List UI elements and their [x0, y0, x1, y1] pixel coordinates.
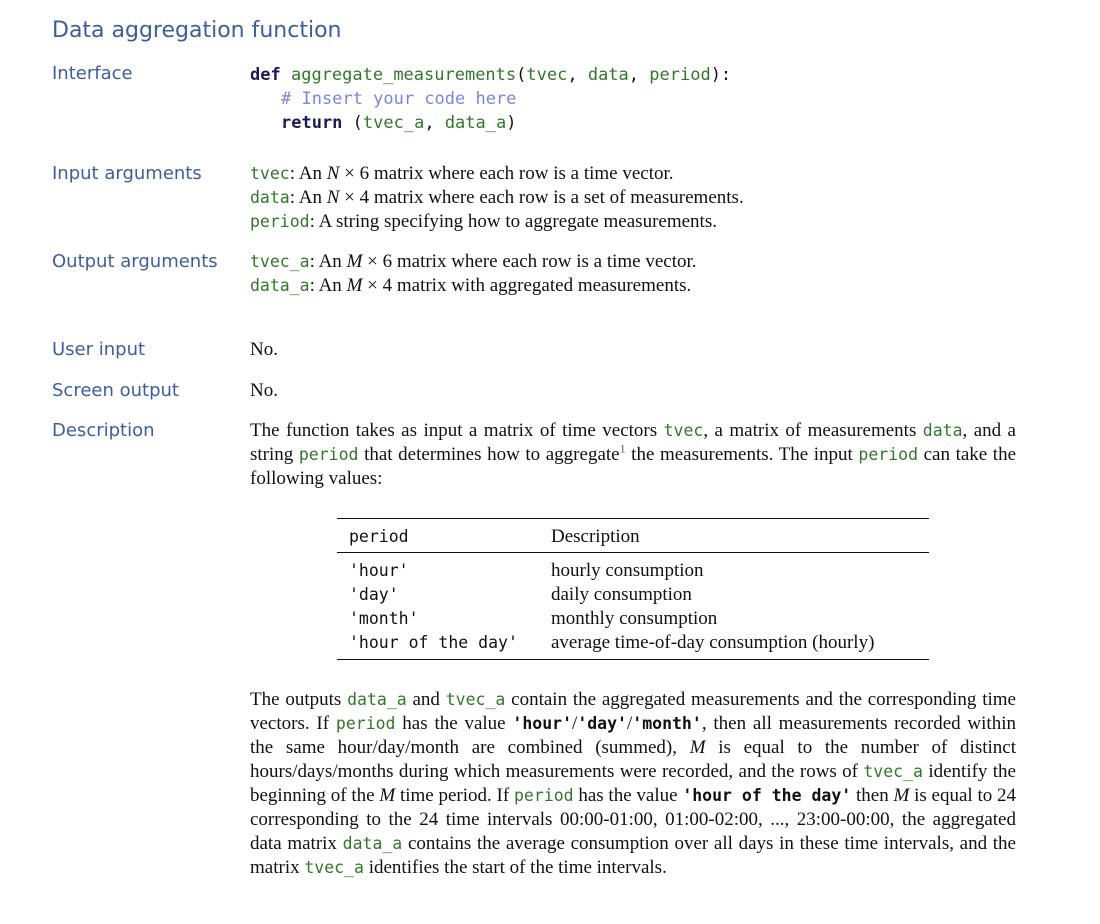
text: , a matrix of measurements — [703, 420, 923, 441]
cell-period: 'hour of the day' — [349, 633, 518, 652]
cell-description: daily consumption — [551, 584, 692, 605]
return-tvec-a: tvec_a — [362, 113, 425, 133]
cell-description: monthly consumption — [551, 608, 718, 629]
text: has the value — [573, 785, 683, 806]
text: contain the aggregated measurements and the corresponding time vectors. If — [250, 689, 1016, 734]
label-description: Description — [52, 420, 155, 441]
cell-description: hourly consumption — [551, 560, 704, 581]
math-var: M — [893, 785, 910, 806]
code-data-a: data_a — [342, 834, 403, 853]
code-tvec-a: tvec_a — [304, 858, 364, 877]
math-var: N — [326, 163, 340, 184]
text: and — [406, 689, 446, 710]
screen-output-value: No. — [250, 380, 278, 401]
label-user-input: User input — [52, 339, 146, 360]
table-row — [337, 583, 929, 607]
description-paragraph-1 — [250, 419, 1016, 491]
arg-desc: × 4 matrix where each row is a set of measurements. — [339, 187, 744, 208]
arg-desc: × 4 matrix with aggregated measurements. — [362, 275, 692, 296]
code-block — [250, 63, 1016, 135]
input-arguments — [250, 162, 1016, 234]
math-var: M — [379, 785, 396, 806]
return-data-a: data_a — [444, 113, 507, 133]
paren-open: ( — [516, 65, 527, 85]
ret-close: ) — [506, 113, 517, 133]
math-var: M — [346, 251, 363, 272]
value-hour: 'hour' — [512, 714, 573, 733]
section-title: Data aggregation function — [52, 18, 342, 43]
param-tvec: tvec — [526, 65, 568, 85]
cell-description: average time-of-day consumption (hourly) — [551, 632, 875, 653]
text: contains the average consumption over all days in these time intervals, and the matrix — [250, 833, 1016, 878]
cell-period: 'month' — [349, 609, 419, 628]
arg-desc: : A string specifying how to aggregate measurements. — [309, 211, 717, 232]
arg-pre: : An — [289, 163, 327, 184]
text: , and a string — [250, 420, 1016, 465]
label-output-arguments: Output arguments — [52, 251, 218, 272]
output-arg-tvec-a — [250, 250, 1016, 274]
code-comment: # Insert your code here — [281, 89, 517, 109]
text: / — [626, 713, 633, 734]
description-paragraph-2 — [250, 688, 1016, 880]
sep: , — [424, 113, 445, 133]
output-arguments — [250, 250, 1016, 298]
sep: , — [628, 65, 650, 85]
text: the measurements. The input — [625, 444, 859, 465]
label-screen-output: Screen output — [52, 380, 179, 401]
table-row — [337, 631, 929, 660]
table-row — [337, 607, 929, 631]
footnote-marker[interactable]: 1 — [619, 441, 626, 456]
code-period: period — [335, 714, 396, 733]
code-tvec-a: tvec_a — [863, 762, 923, 781]
arg-pre: : An — [309, 251, 347, 272]
text: can take the following values: — [250, 444, 1017, 489]
arg-name: data — [250, 188, 290, 207]
arg-name: data_a — [250, 276, 310, 295]
user-input-value: No. — [250, 339, 278, 360]
code-period: period — [298, 445, 359, 464]
param-period: period — [649, 65, 711, 85]
cell-period: 'day' — [349, 585, 399, 604]
label-input-arguments: Input arguments — [52, 163, 202, 184]
output-arg-data-a — [250, 274, 1016, 298]
param-data: data — [587, 65, 629, 85]
arg-pre: : An — [289, 187, 327, 208]
text: The function takes as input a matrix of time vectors — [250, 420, 664, 441]
text: time period. If — [395, 785, 514, 806]
text: that determines how to aggregate — [358, 444, 620, 465]
table-header-description: Description — [551, 526, 640, 547]
math-var: M — [346, 275, 363, 296]
table-header-row — [337, 519, 929, 553]
arg-desc: × 6 matrix where each row is a time vector. — [339, 163, 674, 184]
arg-name: tvec — [250, 164, 290, 183]
math-var: N — [326, 187, 340, 208]
function-name: aggregate_measurements — [290, 65, 517, 85]
arg-name: tvec_a — [250, 252, 310, 271]
text: then — [851, 785, 894, 806]
value-hour-of-the-day: 'hour of the day' — [682, 786, 852, 805]
period-table — [337, 518, 929, 660]
input-arg-data — [250, 186, 1016, 210]
label-interface: Interface — [52, 63, 133, 84]
arg-name: period — [250, 212, 310, 231]
code-tvec: tvec — [663, 421, 704, 440]
text: / — [572, 713, 578, 734]
value-day: 'day' — [577, 714, 627, 733]
code-tvec-a: tvec_a — [445, 690, 506, 709]
paren-close: ): — [710, 65, 732, 85]
text: has the value — [395, 713, 513, 734]
code-data: data — [922, 421, 963, 440]
def-keyword: def — [250, 65, 281, 85]
input-arg-tvec — [250, 162, 1016, 186]
input-arg-period — [250, 210, 1016, 234]
ret-open: ( — [342, 113, 363, 133]
table-header-period: period — [349, 527, 409, 546]
text: , then all measurements recorded within the same hour/day/month are combined (summed), — [250, 713, 1016, 758]
text: identifies the start of the time intervals. — [363, 857, 667, 878]
table-row — [337, 553, 929, 584]
code-period: period — [513, 786, 574, 805]
text: is equal to 24 corresponding to the 24 time intervals 00:00-01:00, 01:00-02:00, ..., 23:00-00:00, the aggregated data matrix — [250, 785, 1016, 854]
text: identify the beginning of the — [250, 761, 1016, 806]
text: The outputs — [250, 689, 348, 710]
code-period: period — [858, 445, 919, 464]
value-month: 'month' — [632, 714, 702, 733]
math-var: M — [689, 737, 706, 758]
sep: , — [567, 65, 588, 85]
cell-period: 'hour' — [349, 561, 409, 580]
arg-desc: × 6 matrix where each row is a time vector. — [362, 251, 697, 272]
arg-pre: : An — [309, 275, 347, 296]
text: is equal to the number of distinct hours/days/months during which measurements were recorded, and the rows of — [250, 737, 1016, 782]
return-keyword: return — [281, 113, 343, 133]
code-data-a: data_a — [347, 690, 407, 709]
